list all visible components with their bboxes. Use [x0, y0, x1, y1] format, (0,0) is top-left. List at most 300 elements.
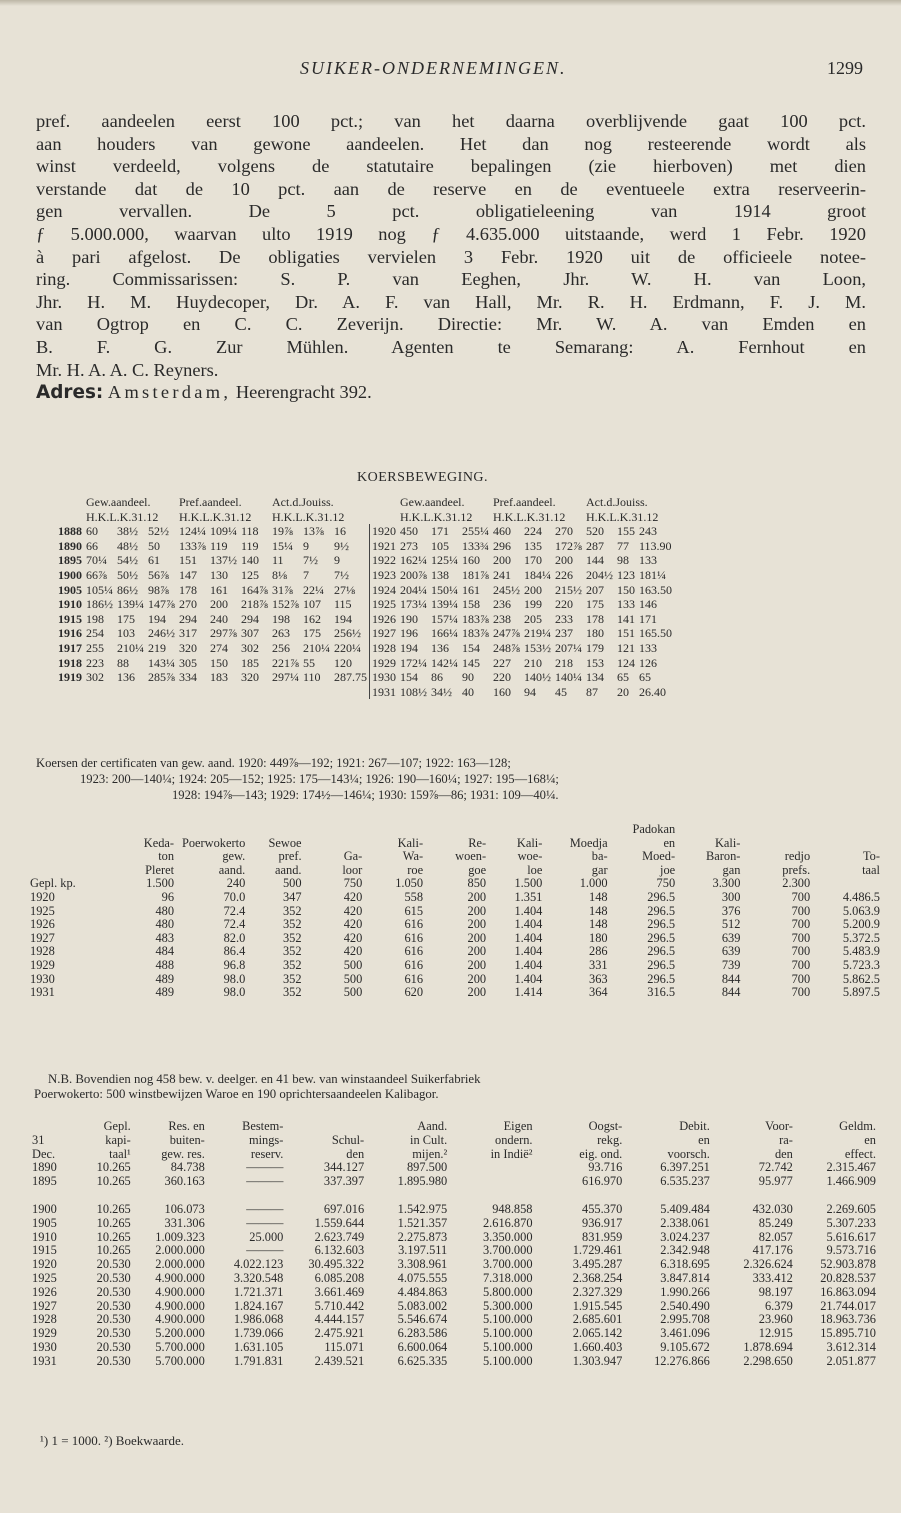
- productie-cell: 200: [467, 944, 487, 959]
- financien-cell: 417.176: [752, 1243, 793, 1258]
- koers-cell: [84, 685, 115, 700]
- productie-head-cell: [30, 850, 118, 864]
- financien-cell: 12.915: [758, 1326, 793, 1341]
- koers-cell: 86½: [117, 582, 138, 597]
- financien-cell: 2.623.749: [314, 1229, 365, 1244]
- financien-cell: 3.700.000: [482, 1243, 533, 1258]
- financien-cell: 5.083.002: [397, 1298, 448, 1313]
- financien-cell: 1.521.357: [397, 1215, 448, 1230]
- financien-head-cell: in Cult.: [410, 1132, 448, 1147]
- koers-cell: 7½: [303, 553, 318, 568]
- koers-cell: 162: [303, 611, 321, 626]
- koers-cell: 105: [431, 538, 449, 553]
- financien-cell: 1.542.975: [397, 1201, 448, 1216]
- koers-cell: 205: [524, 611, 542, 626]
- productie-cell: 850: [467, 876, 487, 891]
- productie-head-cell: gew.: [222, 849, 246, 864]
- koers-cell: [177, 685, 208, 700]
- koers-cell: 255¼: [462, 524, 489, 539]
- financien-head-cell: kapi-: [105, 1132, 131, 1147]
- koers-cell: 183: [210, 670, 228, 685]
- koers-cell: 56⅞: [148, 567, 169, 582]
- financien-head-cell: eig. ond.: [579, 1146, 623, 1161]
- text-line: à pari afgelost. De obligaties vervielen 3 Febr. 1920 uit de officieele notee-: [36, 246, 866, 267]
- productie-cell: 5.200.9: [842, 917, 880, 932]
- productie-cell: 96: [161, 889, 175, 904]
- productie-head-cell: Moedja: [569, 835, 608, 850]
- financien-cell: 20.530: [96, 1339, 131, 1354]
- financien-cell: 5.100.000: [482, 1339, 533, 1354]
- koers-cell: 66: [86, 538, 98, 553]
- financien-cell: 1.009.323: [155, 1229, 205, 1244]
- koers-cell: 134: [586, 670, 604, 685]
- koers-cell: 109¼: [210, 524, 237, 539]
- koers-cell: 254: [86, 626, 104, 641]
- financien-gap: [32, 1189, 876, 1203]
- financien-row: [32, 1258, 876, 1272]
- koers-head-cell: Gew.aandeel.: [86, 495, 151, 509]
- koers-cell: 137½: [210, 553, 237, 568]
- koers-cell: 334: [179, 670, 197, 685]
- body-text: [36, 110, 866, 405]
- koers-table: [56, 495, 674, 699]
- koers-cell: 320: [241, 670, 259, 685]
- financien-cell: [447, 1161, 532, 1175]
- financien-cell: 20.530: [96, 1312, 131, 1327]
- koers-cell: 317: [179, 626, 197, 641]
- financien-cell: 2.685.601: [572, 1312, 623, 1327]
- productie-cell: 352: [282, 903, 302, 918]
- productie-cell: 483: [155, 930, 175, 945]
- koers-cell: 146: [639, 597, 657, 612]
- financien-cell: 20.530: [96, 1326, 131, 1341]
- koers-cell: 296: [493, 538, 511, 553]
- koers-cell: 143¼: [148, 655, 175, 670]
- koers-cell: 151: [617, 626, 635, 641]
- financien-cell: 23.960: [758, 1312, 793, 1327]
- koers-cell: 255: [86, 640, 104, 655]
- koers-cell: 207¼: [555, 640, 582, 655]
- productie-cell: 616: [404, 930, 424, 945]
- financien-cell: 1931: [32, 1353, 57, 1368]
- koers-cell: 141: [617, 611, 635, 626]
- koers-cell: 184¼: [524, 567, 551, 582]
- financien-row: [32, 1272, 876, 1286]
- koers-cell: 1920: [372, 524, 396, 539]
- productie-head-cell: To-: [862, 849, 880, 864]
- koers-cell: 220: [493, 670, 511, 685]
- productie-head-cell: [245, 823, 301, 837]
- financien-head-cell: ra-: [779, 1132, 793, 1147]
- koers-cell: 1926: [372, 611, 396, 626]
- koers-cell: 163.50: [639, 582, 672, 597]
- financien-gap-cell: [32, 1189, 876, 1203]
- financien-cell: 82.057: [758, 1229, 793, 1244]
- koers-cell: 285⅞: [148, 670, 175, 685]
- koers-cell: 241: [493, 567, 511, 582]
- financien-cell: ———: [246, 1201, 284, 1216]
- koers-cell: 38½: [117, 524, 138, 539]
- koers-cell: 150: [210, 655, 228, 670]
- productie-cell: 363: [589, 971, 608, 986]
- productie-head-cell: [362, 823, 423, 837]
- financien-cell: 6.283.586: [397, 1326, 448, 1341]
- koers-cell: 165.50: [639, 626, 672, 641]
- koers-cell: [301, 685, 332, 700]
- financien-cell: 6.535.237: [660, 1174, 710, 1189]
- productie-head-cell: [30, 864, 118, 878]
- koers-row: [56, 539, 674, 554]
- productie-cell: 72.4: [223, 903, 246, 918]
- productie-cell: 296.5: [647, 903, 676, 918]
- koers-cell: 220: [555, 597, 573, 612]
- koers-cell: 7½: [332, 568, 370, 583]
- financien-cell: 344.127: [323, 1160, 365, 1175]
- koers-cell: 1921: [372, 538, 396, 553]
- productie-cell: 86.4: [223, 944, 246, 959]
- financien-cell: 1910: [32, 1229, 57, 1244]
- financien-cell: 30.495.322: [308, 1257, 365, 1272]
- productie-head-cell: Pleret: [145, 862, 175, 877]
- koers-cell: 98: [617, 553, 629, 568]
- koers-cell: 219¼: [524, 626, 551, 641]
- koers-cell: 194: [332, 612, 370, 627]
- koers-cell: 164⅞: [241, 582, 268, 597]
- koers-cell: 153: [586, 655, 604, 670]
- productie-row: [30, 905, 880, 919]
- koers-cell: 297¼: [272, 670, 299, 685]
- koers-cell: 263: [272, 626, 290, 641]
- productie-head-cell: [486, 823, 542, 837]
- financien-head-cell: Oogst-: [588, 1119, 623, 1133]
- koers-cell: 55: [303, 655, 315, 670]
- financien-head-cell: Schul-: [331, 1132, 365, 1147]
- koers-cell: 150: [617, 582, 635, 597]
- financien-cell: 1.791.831: [233, 1353, 284, 1368]
- productie-cell: 1.500: [146, 876, 175, 891]
- koers-cell: 154: [462, 640, 480, 655]
- koers-cell: 224: [524, 524, 542, 539]
- productie-cell: 352: [282, 957, 302, 972]
- koers-row: [56, 626, 674, 641]
- financien-head-cell: Aand.: [417, 1119, 448, 1133]
- koers-cell: 26.40: [639, 684, 666, 699]
- koers-cell: 31⅞: [272, 582, 293, 597]
- financien-cell: 6.600.064: [397, 1339, 448, 1354]
- financien-row: [32, 1175, 876, 1189]
- page-fold-shadow: [0, 0, 901, 6]
- text-line: ring. Commissarissen: S. P. van Eeghen, Jhr. W. H. van Loon,: [36, 269, 866, 290]
- productie-head-cell: [810, 837, 880, 851]
- financien-cell: 936.917: [582, 1215, 623, 1230]
- productie-head-cell: gan: [722, 862, 741, 877]
- financien-head-cell: Dec.: [32, 1146, 56, 1161]
- koers-cell: [146, 685, 177, 700]
- financien-cell: 1928: [32, 1312, 57, 1327]
- productie-row: [30, 918, 880, 932]
- koers-cell: 207: [586, 582, 604, 597]
- financien-head-cell: ondern.: [495, 1132, 533, 1147]
- productie-cell: 300: [721, 889, 741, 904]
- koers-cell: 219: [148, 640, 166, 655]
- koers-cell: 223: [86, 655, 104, 670]
- financien-cell: [447, 1175, 532, 1189]
- koers-cell: 287.75: [332, 670, 370, 685]
- koers-row: [56, 597, 674, 612]
- koers-cell: 1895: [58, 553, 82, 568]
- productie-cell: 96.8: [223, 957, 246, 972]
- financien-head-cell: Res. en: [168, 1119, 205, 1133]
- productie-cell: 489: [155, 985, 175, 1000]
- financien-head-row: [32, 1148, 876, 1162]
- koers-cell: 34½: [431, 684, 452, 699]
- koers-cell: 1910: [58, 597, 82, 612]
- financien-cell: 1890: [32, 1160, 57, 1175]
- productie-cell: 296.5: [647, 917, 676, 932]
- productie-cell: 1926: [30, 917, 55, 932]
- financien-cell: 331.306: [164, 1215, 205, 1230]
- koers-cell: 218⅞: [241, 597, 268, 612]
- text-line: ƒ 5.000.000, waarvan ulto 1919 nog ƒ 4.635.000 uitstaande, werd 1 Febr. 1920: [36, 223, 866, 244]
- financien-cell: 25.000: [249, 1229, 284, 1244]
- productie-cell: 1.404: [514, 903, 543, 918]
- text-line: 1923: 200—140¼; 1924: 205—152; 1925: 175—143¼; 1926: 190—160¼; 1927: 195—168¼;: [80, 772, 559, 786]
- koers-cell: 155: [617, 524, 635, 539]
- productie-cell: 4.486.5: [842, 889, 880, 904]
- productie-cell: 739: [721, 957, 741, 972]
- koers-cell: 450: [400, 524, 418, 539]
- productie-cell: 296.5: [647, 971, 676, 986]
- koers-head-cell: Act.d.Jouiss.: [272, 495, 334, 509]
- productie-head-cell: [675, 823, 740, 837]
- productie-head-cell: ton: [158, 849, 175, 864]
- productie-head-cell: [174, 823, 245, 837]
- address-label: Adres:: [36, 382, 104, 404]
- productie-cell: 148: [589, 889, 608, 904]
- productie-cell: 200: [467, 889, 487, 904]
- productie-head-cell: Wa-: [402, 849, 424, 864]
- financien-head-cell: en: [698, 1132, 710, 1147]
- financien-cell: 2.439.521: [314, 1353, 365, 1368]
- financien-head-cell: effect.: [844, 1146, 876, 1161]
- productie-cell: 480: [155, 917, 175, 932]
- financien-cell: 20.530: [96, 1257, 131, 1272]
- koers-cell: 175: [117, 611, 135, 626]
- financien-cell: 4.022.123: [233, 1257, 284, 1272]
- productie-cell: 488: [155, 957, 175, 972]
- financien-cell: 10.265: [96, 1174, 131, 1189]
- koers-cell: 302: [86, 670, 104, 685]
- koers-cell: 107: [303, 597, 321, 612]
- productie-head-cell: Ga-: [343, 849, 363, 864]
- productie-cell: 296.5: [647, 944, 676, 959]
- koers-cell: 166¼: [431, 626, 458, 641]
- productie-cell: 420: [343, 930, 363, 945]
- koers-cell: 11: [272, 553, 284, 568]
- productie-cell: 1.000: [579, 876, 608, 891]
- text-line: pref. aandeelen eerst 100 pct.; van het daarna overblijvende gaat 100 pct.: [36, 111, 866, 131]
- financien-cell: 2.315.467: [826, 1160, 876, 1175]
- koers-cell: 77: [617, 538, 629, 553]
- koers-cell: 9½: [332, 539, 370, 554]
- financien-cell: 93.716: [588, 1160, 623, 1175]
- koers-cell: 170: [524, 553, 542, 568]
- koers-head-cell: H.K.L.K.31.12: [586, 509, 659, 524]
- productie-cell: 844: [721, 985, 741, 1000]
- financien-cell: 3.495.287: [572, 1257, 623, 1272]
- productie-head-cell: pref.: [278, 849, 302, 864]
- financien-cell: 1905: [32, 1215, 57, 1230]
- koers-cell: 294: [179, 611, 197, 626]
- productie-head-cell: [542, 823, 607, 837]
- koers-cell: 139¼: [431, 597, 458, 612]
- koers-cell: 121: [617, 640, 635, 655]
- koers-cell: 65: [639, 670, 651, 685]
- productie-head-cell: Padokan: [632, 822, 676, 836]
- koers-cell: 1917: [58, 640, 82, 655]
- koers-cell: 240: [210, 611, 228, 626]
- productie-cell: 200: [467, 930, 487, 945]
- koers-head-spacer: [370, 495, 399, 510]
- financien-cell: 1.824.167: [233, 1298, 284, 1313]
- koers-cell: 136: [117, 670, 135, 685]
- koers-cell: 90: [462, 670, 474, 685]
- koers-cell: 40: [462, 684, 474, 699]
- financien-row: [32, 1244, 876, 1258]
- productie-head-cell: aand.: [275, 862, 302, 877]
- koers-head-cell: H.K.L.K.31.12: [86, 509, 159, 524]
- koers-cell: 199: [524, 597, 542, 612]
- koers-cell: 200: [524, 582, 542, 597]
- koers-cell: 135: [524, 538, 542, 553]
- productie-cell: 700: [791, 957, 811, 972]
- productie-cell: 240: [226, 876, 246, 891]
- koers-cell: 238: [493, 611, 511, 626]
- financien-cell: 84.738: [170, 1160, 205, 1175]
- productie-head-cell: Kali-: [516, 835, 543, 850]
- koers-cell: 136: [431, 640, 449, 655]
- financien-cell: 5.710.442: [314, 1298, 365, 1313]
- koers-cell: 150¼: [431, 582, 458, 597]
- productie-cell: 1.404: [514, 930, 543, 945]
- koers-cell: 125: [241, 567, 259, 582]
- koers-cell: [239, 685, 270, 700]
- koers-cell: 50: [148, 538, 160, 553]
- koers-cell: 198: [272, 611, 290, 626]
- financien-cell: 5.100.000: [482, 1326, 533, 1341]
- financien-cell: 6.132.603: [314, 1243, 365, 1258]
- koers-cell: 161: [462, 582, 480, 597]
- koers-cell: 60: [86, 524, 98, 539]
- koers-cell: 256: [272, 640, 290, 655]
- financien-head-cell: rekg.: [597, 1132, 623, 1147]
- productie-cell: 286: [589, 944, 608, 959]
- financien-head-cell: [283, 1120, 364, 1134]
- productie-head-cell: [423, 823, 486, 837]
- financien-cell: 2.342.948: [660, 1243, 710, 1258]
- productie-cell: Gepl. kp.: [30, 876, 76, 891]
- productie-cell: 5.897.5: [842, 985, 880, 1000]
- koers-cell: 1890: [58, 538, 82, 553]
- koers-cell: 1923: [372, 567, 396, 582]
- productie-cell: 72.4: [223, 917, 246, 932]
- financien-cell: 4.484.863: [397, 1284, 448, 1299]
- koers-cell: 246½: [148, 626, 175, 641]
- koers-cell: 245½: [493, 582, 520, 597]
- koers-cell: 520: [586, 524, 604, 539]
- financien-table: [32, 1120, 876, 1369]
- financien-cell: 3.197.511: [398, 1243, 448, 1258]
- koers-cell: 200: [555, 553, 573, 568]
- productie-cell: 1925: [30, 903, 55, 918]
- koers-cell: 45: [555, 684, 567, 699]
- financien-cell: 5.307.233: [826, 1215, 876, 1230]
- productie-head-cell: Baron-: [705, 849, 741, 864]
- koers-cell: 183⅞: [462, 626, 489, 641]
- productie-head-cell: [740, 837, 810, 851]
- koers-cell: 22¼: [303, 582, 324, 597]
- financien-row: [32, 1286, 876, 1300]
- financien-cell: 9.573.716: [826, 1243, 876, 1258]
- koers-cell: 154: [400, 670, 418, 685]
- koers-cell: 302: [241, 640, 259, 655]
- financien-cell: 2.995.708: [660, 1312, 710, 1327]
- financien-cell: 10.265: [96, 1243, 131, 1258]
- financien-cell: 1929: [32, 1326, 57, 1341]
- financien-cell: 5.700.000: [155, 1339, 205, 1354]
- koers-cell: 98⅞: [148, 582, 169, 597]
- text-line: Poerwokerto: 500 winstbewijzen Waroe en 190 oprichtersaandeelen Kalibagor.: [34, 1087, 439, 1101]
- productie-cell: 352: [282, 971, 302, 986]
- financien-head-cell: in Indië²: [490, 1146, 533, 1161]
- financien-cell: 4.900.000: [155, 1298, 205, 1313]
- financien-cell: 6.318.695: [660, 1257, 710, 1272]
- koers-cell: 1888: [58, 524, 82, 539]
- productie-head-cell: redjo: [784, 849, 811, 864]
- financien-cell: 2.275.873: [397, 1229, 448, 1244]
- financien-cell: 831.959: [582, 1229, 623, 1244]
- financien-head-cell: mings-: [248, 1132, 284, 1147]
- financien-cell: 3.847.814: [660, 1270, 710, 1285]
- productie-cell: 331: [589, 957, 608, 972]
- koers-cell: 186½: [86, 597, 113, 612]
- financien-cell: 2.368.254: [572, 1270, 623, 1285]
- financien-cell: 98.197: [758, 1284, 793, 1299]
- productie-cell: 200: [467, 917, 487, 932]
- address-place: Amsterdam,: [107, 382, 232, 403]
- financien-cell: 1.303.947: [572, 1353, 623, 1368]
- koers-cell: 172⅞: [555, 538, 582, 553]
- koers-cell: 161: [210, 582, 228, 597]
- productie-cell: 700: [791, 944, 811, 959]
- productie-cell: 420: [343, 944, 363, 959]
- productie-cell: 352: [282, 930, 302, 945]
- koers-cell: 178: [586, 611, 604, 626]
- koers-cell: 108½: [400, 684, 427, 699]
- financien-cell: 616.970: [582, 1174, 623, 1189]
- financien-cell: 2.000.000: [155, 1257, 205, 1272]
- koers-cell: 86: [431, 670, 443, 685]
- productie-cell: 1.404: [514, 971, 543, 986]
- financien-cell: 2.338.061: [660, 1215, 710, 1230]
- productie-head-cell: joe: [660, 862, 676, 877]
- productie-cell: 616: [404, 917, 424, 932]
- koers-cell: [332, 685, 370, 700]
- financien-cell: 2.326.624: [743, 1257, 793, 1272]
- koers-cell: 297⅞: [210, 626, 237, 641]
- koers-cell: 247⅞: [493, 626, 520, 641]
- productie-head-row: [30, 823, 880, 837]
